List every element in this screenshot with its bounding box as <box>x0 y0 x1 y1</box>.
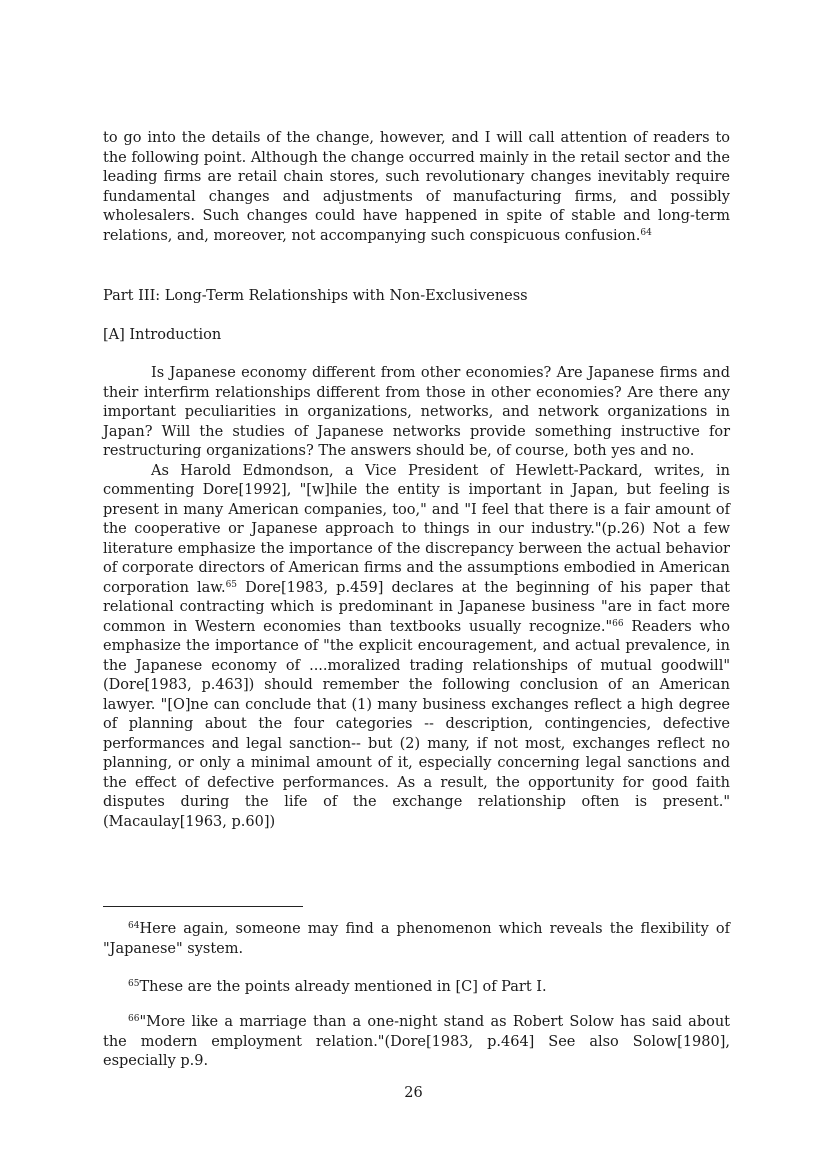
body-text <box>103 364 730 832</box>
footnote-65 <box>103 978 730 998</box>
part-heading: Part III: Long-Term Relationships with Non-Exclusiveness <box>103 288 528 304</box>
footnote-66 <box>103 1013 730 1072</box>
footnote-64 <box>103 920 730 959</box>
footnote-mark: 66 <box>128 1014 140 1024</box>
paragraph-2-part-b: Dore[1983, p.459] declares at the beginning of his paper that relational contracting which is predominant in Japanese business "are in fact more common in Western economies than textbooks usually recognize." <box>103 579 730 635</box>
footnote-ref-64: 64 <box>640 227 652 238</box>
intro-paragraph <box>103 129 730 246</box>
paragraph-2-part-a: As Harold Edmondson, a Vice President of Hewlett-Packard, writes, in commenting Dore[1992], "[w]hile the entity is important in Japan, but feeling is present in many American companies, too," and "I feel that there is a fair amount of the cooperative or Japanese approach to things in our industry."(p.26) Not a few literature emphasize the importance of the discrepancy berween the actual behavior of corporate directors of American firms and the assumptions embodied in American corporation law. <box>103 462 730 596</box>
footnote-text: "More like a marriage than a one-night stand as Robert Solow has said about the modern employment relation."(Dore[1983, p.464] See also Solow[1980], especially p.9. <box>103 1014 730 1069</box>
paragraph-2 <box>103 462 730 833</box>
paragraph-2-part-c: Readers who emphasize the importance of "the explicit encouragement, and actual prevalence, in the Japanese economy of ....moralized trading relationships of mutual goodwill"(Dore[1983, p.463]) should remember the following conclusion of an American lawyer. "[O]ne can conclude that (1) many business exchanges reflect a high degree of planning about the four categories -- description, contingencies, defective performances and legal sanction-- but (2) many, if not most, exchanges reflect no planning, or only a minimal amount of it, especially concerning legal sanctions and the effect of defective performances. As a result, the opportunity for good faith disputes during the life of the exchange relationship often is present."(Macaulay[1963, p.60]) <box>103 618 730 830</box>
intro-paragraph-text: to go into the details of the change, however, and I will call attention of readers to the following point. Although the change occurred mainly in the retail sector and the leading firms are retail chain stores, such revolutionary changes inevitably require fundamental changes and adjustments of manufacturing firms, and possibly wholesalers. Such changes could have happened in spite of stable and long-term relations, and, moreover, not accompanying such conspicuous confusion. <box>103 130 730 244</box>
footnote-ref-65: 65 <box>225 579 238 590</box>
footnote-mark: 65 <box>128 979 140 989</box>
paragraph-1: Is Japanese economy different from other economies? Are Japanese firms and their interfirm relationships different from those in other economies? Are there any important peculiarities in organizations, networks, and network organizations in Japan? Will the studies of Japanese networks provide something instructive for restructuring organizations? The answers should be, of course, both yes and no. <box>103 365 730 459</box>
footnote-divider <box>103 906 303 907</box>
page-number: 26 <box>404 1085 423 1101</box>
footnote-text: These are the points already mentioned in [C] of Part I. <box>139 979 547 995</box>
footnote-text: Here again, someone may find a phenomenon which reveals the flexibility of "Japanese" system. <box>103 921 730 957</box>
footnote-mark: 64 <box>128 921 140 931</box>
footnote-ref-66: 66 <box>612 618 624 629</box>
section-heading: [A] Introduction <box>103 327 222 343</box>
